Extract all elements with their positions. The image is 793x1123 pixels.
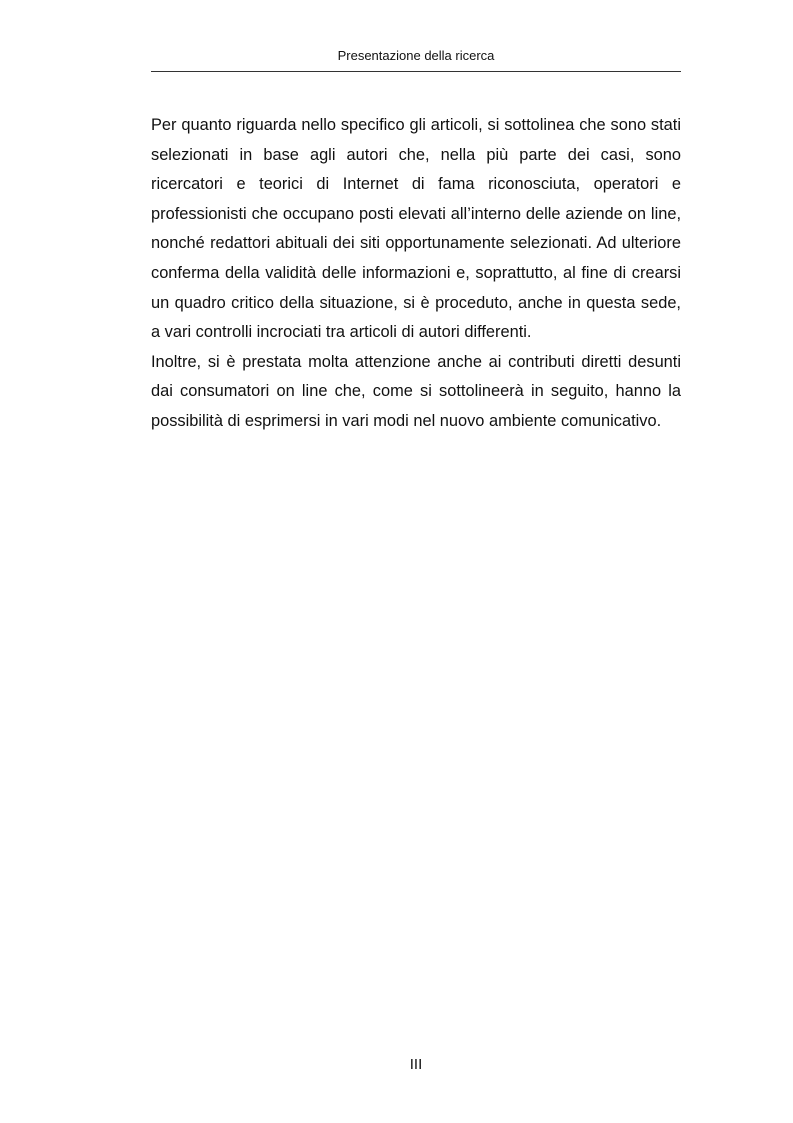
body-text <box>151 111 681 437</box>
page-number: III <box>409 1056 423 1073</box>
header-divider <box>151 71 681 72</box>
paragraph: Inoltre, si è prestata molta attenzione anche ai contributi diretti desunti dai consumatori on line che, come si sottolineerà in seguito, hanno la possibilità di esprimersi in vari modi nel nuovo ambiente comunicativo. <box>151 352 681 430</box>
running-header: Presentazione della ricerca <box>337 48 495 63</box>
paragraph: Per quanto riguarda nello specifico gli articoli, si sottolinea che sono stati selezionati in base agli autori che, nella più parte dei casi, sono ricercatori e teorici di Internet di fama riconosciuta, operatori e professionisti che occupano posti elevati all’interno delle aziende on line, nonché redattori abituali dei siti opportunamente selezionati. Ad ulteriore conferma della validità delle informazioni e, soprattutto, al fine di crearsi un quadro critico della situazione, si è proceduto, anche in questa sede, a vari controlli incrociati tra articoli di autori differenti. <box>151 116 681 342</box>
